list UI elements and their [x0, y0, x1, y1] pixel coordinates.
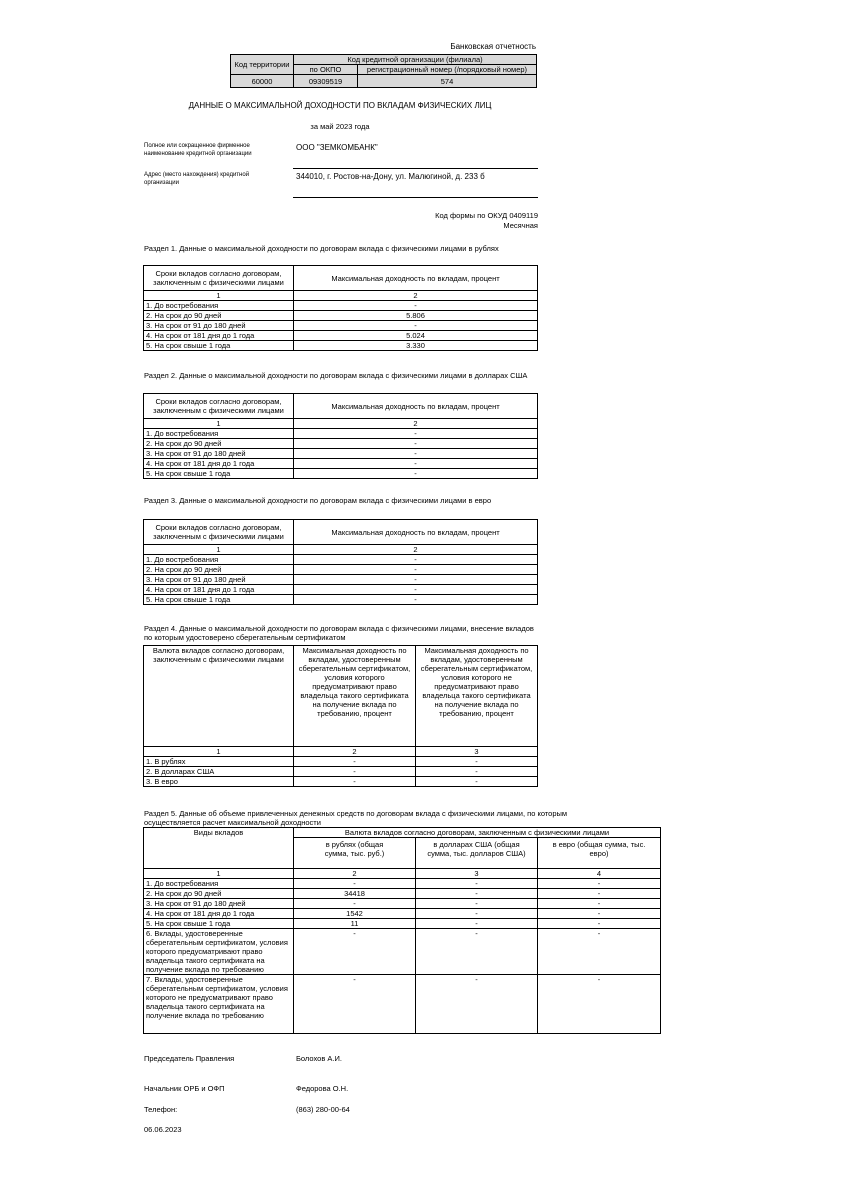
section-1-title: Раздел 1. Данные о максимальной доходности по договорам вклада с физическими лицами в рублях: [144, 244, 499, 253]
row-value: -: [538, 879, 661, 889]
row-value: -: [416, 767, 538, 777]
report-frequency: Месячная: [503, 221, 538, 230]
section-3-table: [143, 519, 538, 605]
s5-col4-header: в евро (общая сумма, тыс. евро): [538, 838, 661, 869]
s5-n2: 2: [294, 869, 416, 879]
table-row: [144, 469, 538, 479]
row-label: 1. До востребования: [144, 555, 294, 565]
section-2-table: [143, 393, 538, 479]
table-row: [144, 331, 538, 341]
row-label: 5. На срок свыше 1 года: [144, 469, 294, 479]
org-name: ООО "ЗЕМКОМБАНК": [296, 143, 378, 152]
row-label: 1. До востребования: [144, 879, 294, 889]
org-address: 344010, г. Ростов-на-Дону, ул. Малюгиной, д. 233 б: [296, 172, 485, 181]
report-period: за май 2023 года: [310, 122, 370, 131]
section-4-title: Раздел 4. Данные о максимальной доходности по договорам вклада с физическими лицами, внесение вкладов по которым удостоверено сберегательным сертификатом: [144, 624, 534, 642]
s1-col2-header: Максимальная доходность по вкладам, процент: [294, 266, 538, 291]
table-row: [144, 565, 538, 575]
table-row: [144, 909, 661, 919]
s3-n2: 2: [294, 545, 538, 555]
table-row: [144, 311, 538, 321]
org-code-header: Код кредитной организации (филиала): [294, 55, 537, 65]
regnum-value: 574: [358, 75, 537, 88]
row-value: -: [538, 919, 661, 929]
row-label: 4. На срок от 181 дня до 1 года: [144, 909, 294, 919]
table-row: [144, 555, 538, 565]
row-label: 3. В евро: [144, 777, 294, 787]
row-value: -: [294, 899, 416, 909]
org-address-line: [293, 197, 538, 198]
row-label: 5. На срок свыше 1 года: [144, 595, 294, 605]
territory-header: Код территории: [231, 55, 294, 75]
table-row: [144, 585, 538, 595]
row-value: -: [294, 929, 416, 975]
table-row: [144, 777, 538, 787]
row-label: 2. На срок до 90 дней: [144, 889, 294, 899]
row-value: -: [538, 975, 661, 1034]
row-value: -: [416, 889, 538, 899]
row-value: -: [294, 975, 416, 1034]
phone-label: Телефон:: [144, 1105, 178, 1114]
row-label: 1. В рублях: [144, 757, 294, 767]
table-row: [144, 757, 538, 767]
row-value: -: [294, 585, 538, 595]
row-value: 34418: [294, 889, 416, 899]
section-1-table: [143, 265, 538, 351]
org-name-label: Полное или сокращенное фирменное наименование кредитной организации: [144, 143, 252, 157]
s5-group-header: Валюта вкладов согласно договорам, заключенным с физическими лицами: [294, 828, 661, 838]
table-row: [144, 439, 538, 449]
regnum-header: регистрационный номер (/порядковый номер): [358, 65, 537, 75]
row-value: -: [294, 777, 416, 787]
s4-col1-header: Валюта вкладов согласно договорам, заключенным с физическими лицами: [144, 646, 294, 747]
s4-n2: 2: [294, 747, 416, 757]
row-label: 5. На срок свыше 1 года: [144, 341, 294, 351]
row-value: -: [538, 929, 661, 975]
row-value: -: [294, 469, 538, 479]
row-value: -: [294, 879, 416, 889]
row-label: 3. На срок от 91 до 180 дней: [144, 449, 294, 459]
table-row: [144, 889, 661, 899]
row-value: -: [416, 929, 538, 975]
codes-table: [230, 54, 537, 88]
s4-col3-header: Максимальная доходность по вкладам, удостоверенным сберегательным сертификатом, условия которого не предусматривают право владельца такого сертификата на получение вклада по требованию, процент: [416, 646, 538, 747]
s4-n1: 1: [144, 747, 294, 757]
row-label: 2. На срок до 90 дней: [144, 439, 294, 449]
report-type: Банковская отчетность: [450, 42, 536, 51]
row-label: 4. На срок от 181 дня до 1 года: [144, 459, 294, 469]
s2-col1-header: Сроки вкладов согласно договорам, заключенным с физическими лицами: [144, 394, 294, 419]
territory-value: 60000: [231, 75, 294, 88]
row-value: -: [294, 439, 538, 449]
s4-col2-header: Максимальная доходность по вкладам, удостоверенным сберегательным сертификатом, условия которого предусматривают право владельца такого сертификата на получение вклада по требованию, процент: [294, 646, 416, 747]
row-value: 11: [294, 919, 416, 929]
row-label: 2. На срок до 90 дней: [144, 565, 294, 575]
section-5-title: Раздел 5. Данные об объеме привлеченных денежных средств по договорам вклада с физическими лицами, по которым осуществляется расчет максимальной доходности: [144, 809, 568, 827]
table-row: [144, 919, 661, 929]
s3-n1: 1: [144, 545, 294, 555]
row-label: 7. Вклады, удостоверенные сберегательным сертификатом, условия которого не предусматривают право владельца такого сертификата на получение вклада по требованию: [144, 975, 294, 1034]
row-label: 1. До востребования: [144, 429, 294, 439]
row-value: -: [294, 301, 538, 311]
row-label: 2. В долларах США: [144, 767, 294, 777]
row-label: 6. Вклады, удостоверенные сберегательным сертификатом, условия которого предусматривают право владельца такого сертификата на получение вклада по требованию: [144, 929, 294, 975]
row-value: -: [416, 777, 538, 787]
report-date: 06.06.2023: [144, 1125, 182, 1134]
table-row: [144, 975, 661, 1034]
row-value: -: [294, 767, 416, 777]
row-label: 3. На срок от 91 до 180 дней: [144, 321, 294, 331]
s1-n2: 2: [294, 291, 538, 301]
table-row: [144, 301, 538, 311]
row-value: -: [416, 879, 538, 889]
s1-n1: 1: [144, 291, 294, 301]
head-name: Федорова О.Н.: [296, 1084, 349, 1093]
table-row: [144, 341, 538, 351]
row-value: -: [294, 555, 538, 565]
table-row: [144, 929, 661, 975]
row-label: 2. На срок до 90 дней: [144, 311, 294, 321]
okpo-header: по ОКПО: [294, 65, 358, 75]
row-value: -: [416, 919, 538, 929]
section-4-table: [143, 645, 538, 787]
phone-value: (863) 280-00-64: [296, 1105, 350, 1114]
okpo-value: 09309519: [294, 75, 358, 88]
row-label: 5. На срок свыше 1 года: [144, 919, 294, 929]
s5-col1-header: Виды вкладов: [144, 828, 294, 869]
row-value: -: [294, 595, 538, 605]
section-5-table: [143, 827, 661, 1034]
row-value: -: [294, 459, 538, 469]
s5-col2-header: в рублях (общая сумма, тыс. руб.): [294, 838, 416, 869]
row-label: 3. На срок от 91 до 180 дней: [144, 575, 294, 585]
s1-col1-header: Сроки вкладов согласно договорам, заключенным с физическими лицами: [144, 266, 294, 291]
table-row: [144, 767, 538, 777]
table-row: [144, 429, 538, 439]
chair-label: Председатель Правления: [144, 1054, 235, 1063]
row-label: 4. На срок от 181 дня до 1 года: [144, 331, 294, 341]
table-row: [144, 449, 538, 459]
section-2-title: Раздел 2. Данные о максимальной доходности по договорам вклада с физическими лицами в долларах США: [144, 371, 528, 380]
table-row: [144, 459, 538, 469]
s5-n4: 4: [538, 869, 661, 879]
s4-n3: 3: [416, 747, 538, 757]
row-value: -: [294, 575, 538, 585]
row-value: -: [416, 899, 538, 909]
row-value: -: [294, 565, 538, 575]
row-value: 3.330: [294, 341, 538, 351]
org-address-label: Адрес (место нахождения) кредитной организации: [144, 172, 250, 186]
row-value: -: [294, 449, 538, 459]
chair-name: Болохов А.И.: [296, 1054, 342, 1063]
row-value: 5.024: [294, 331, 538, 341]
table-row: [144, 595, 538, 605]
table-row: [144, 879, 661, 889]
page-title: ДАННЫЕ О МАКСИМАЛЬНОЙ ДОХОДНОСТИ ПО ВКЛАДАМ ФИЗИЧЕСКИХ ЛИЦ: [188, 101, 492, 110]
s5-col3-header: в долларах США (общая сумма, тыс. долларов США): [416, 838, 538, 869]
form-code: Код формы по ОКУД 0409119: [435, 211, 538, 220]
row-value: 1542: [294, 909, 416, 919]
row-value: -: [538, 909, 661, 919]
s5-n1: 1: [144, 869, 294, 879]
table-row: [144, 899, 661, 909]
row-value: -: [294, 757, 416, 767]
s2-n1: 1: [144, 419, 294, 429]
s2-col2-header: Максимальная доходность по вкладам, процент: [294, 394, 538, 419]
row-label: 4. На срок от 181 дня до 1 года: [144, 585, 294, 595]
row-value: -: [416, 975, 538, 1034]
table-row: [144, 321, 538, 331]
s2-n2: 2: [294, 419, 538, 429]
row-label: 3. На срок от 91 до 180 дней: [144, 899, 294, 909]
section-3-title: Раздел 3. Данные о максимальной доходности по договорам вклада с физическими лицами в евро: [144, 496, 492, 505]
s3-col1-header: Сроки вкладов согласно договорам, заключенным с физическими лицами: [144, 520, 294, 545]
head-label: Начальник ОРБ и ОФП: [144, 1084, 225, 1093]
row-value: -: [416, 909, 538, 919]
row-value: -: [538, 889, 661, 899]
row-value: -: [294, 321, 538, 331]
row-value: -: [538, 899, 661, 909]
row-value: -: [416, 757, 538, 767]
row-label: 1. До востребования: [144, 301, 294, 311]
row-value: -: [294, 429, 538, 439]
s5-n3: 3: [416, 869, 538, 879]
row-value: 5.806: [294, 311, 538, 321]
s3-col2-header: Максимальная доходность по вкладам, процент: [294, 520, 538, 545]
org-name-line: [293, 168, 538, 169]
table-row: [144, 575, 538, 585]
